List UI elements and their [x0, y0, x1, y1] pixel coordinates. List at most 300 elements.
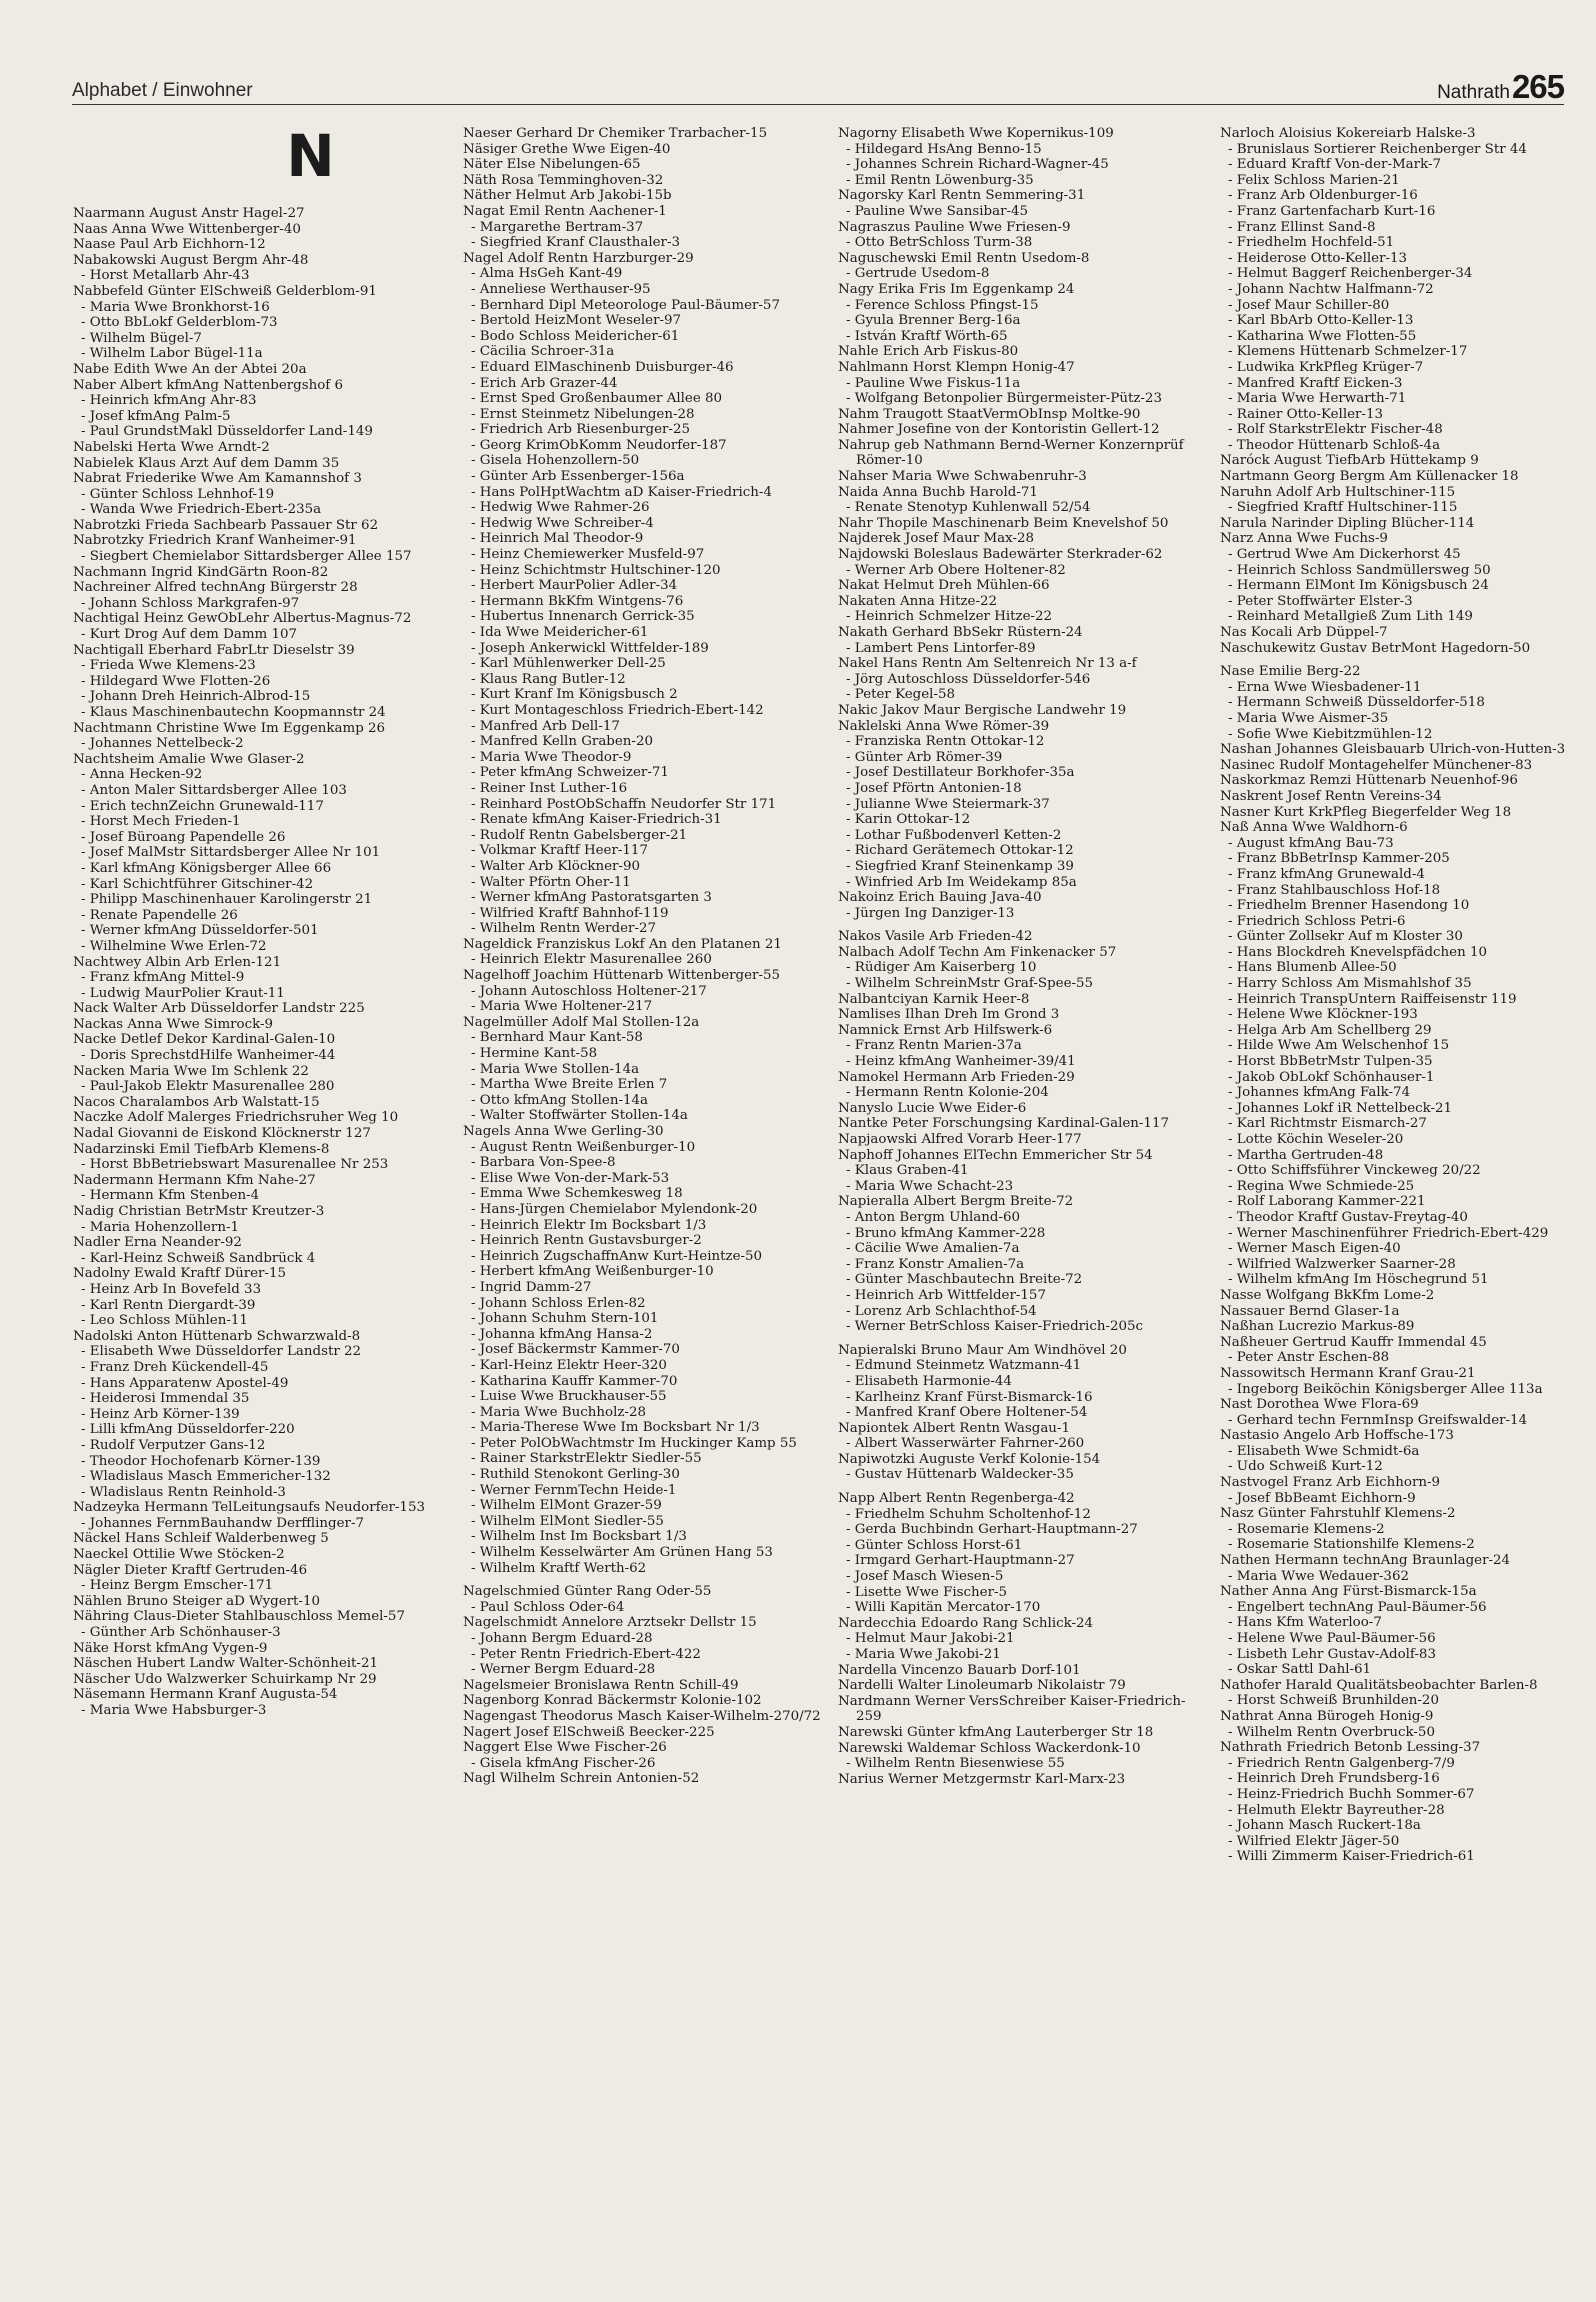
directory-entry: - Willi Kapitän Mercator-170: [846, 1600, 1041, 1616]
directory-entry: Narewski Günter kfmAng Lauterberger Str 18: [838, 1724, 1154, 1740]
directory-entry: - Anton Maler Sittardsberger Allee 103: [81, 782, 347, 798]
directory-entry: - Cäcilia Schroer-31a: [471, 344, 615, 360]
directory-entry: Nählen Bruno Steiger aD Wygert-10: [73, 1593, 320, 1609]
column-3: [838, 126, 1203, 2286]
directory-entry: - Maria Wwe Aismer-35: [1228, 710, 1389, 726]
page-header: [72, 64, 1564, 105]
directory-entry: Nachtigal Heinz GewObLehr Albertus-Magnus-72: [73, 611, 412, 627]
directory-entry: - Johannes Nettelbeck-2: [81, 736, 244, 752]
directory-entry: - Kurt Drog Auf dem Damm 107: [81, 627, 298, 643]
directory-entry: Nagenborg Konrad Bäckermstr Kolonie-102: [463, 1693, 762, 1709]
directory-entry: Nackas Anna Wwe Simrock-9: [73, 1016, 274, 1032]
directory-entry: - Jörg Autoschloss Düsseldorfer-546: [846, 671, 1091, 687]
directory-entry: - Heinrich kfmAng Ahr-83: [81, 393, 257, 409]
directory-entry: - Maria Wwe Buchholz-28: [471, 1404, 646, 1420]
directory-entry: - Josef Destillateur Borkhofer-35a: [846, 765, 1075, 781]
directory-entry: - Franz Konstr Amalien-7a: [846, 1256, 1025, 1272]
directory-entry: - Helga Arb Am Schellberg 29: [1228, 1022, 1432, 1038]
directory-entry: - Wilhelm Bügel-7: [81, 330, 202, 346]
directory-entry: - Werner Maschinenführer Friedrich-Ebert-429: [1228, 1225, 1549, 1241]
directory-entry: Naber Albert kfmAng Nattenbergshof 6: [73, 377, 344, 393]
directory-entry: - Walter Arb Klöckner-90: [471, 858, 640, 874]
directory-entry: Nagorsky Karl Rentn Semmering-31: [838, 188, 1086, 204]
directory-entry: Nachtigall Eberhard FabrLtr Dieselstr 39: [73, 642, 355, 658]
directory-entry: - Friedrich Arb Riesenburger-25: [471, 422, 690, 438]
directory-entry: Näckel Hans Schleif Walderbenweg 5: [73, 1531, 329, 1547]
directory-entry: - Hedwig Wwe Schreiber-4: [471, 515, 654, 531]
directory-entry: - Friedhelm Schuhm Scholtenhof-12: [846, 1506, 1091, 1522]
directory-entry: Naskrent Josef Rentn Vereins-34: [1220, 788, 1442, 804]
directory-entry: Naskorkmaz Remzi Hüttenarb Neuenhof-96: [1220, 773, 1518, 789]
directory-entry: - Franziska Rentn Ottokar-12: [846, 734, 1045, 750]
directory-entry: Naphoff Johannes ElTechn Emmericher Str 54: [838, 1147, 1153, 1163]
directory-entry: - Hermann BkKfm Wintgens-76: [471, 593, 684, 609]
directory-entry: - Karl-Heinz Elektr Heer-320: [471, 1357, 667, 1373]
directory-entry: Nachtwey Albin Arb Erlen-121: [73, 954, 282, 970]
directory-entry: Naßhan Lucrezio Markus-89: [1220, 1319, 1415, 1335]
directory-entry: - Johann Nachtw Halfmann-72: [1228, 281, 1434, 297]
directory-entry: Nanyslo Lucie Wwe Eider-6: [838, 1100, 1027, 1116]
directory-entry: - Hans Blockdreh Knevelspfädchen 10: [1228, 944, 1488, 960]
directory-entry: Naß Anna Wwe Waldhorn-6: [1220, 820, 1408, 836]
directory-entry: Nagelschmied Günter Rang Oder-55: [463, 1584, 712, 1600]
directory-entry: - Rudolf Rentn Gabelsberger-21: [471, 827, 688, 843]
directory-entry: - Reinhard PostObSchaffn Neudorfer Str 171: [471, 796, 777, 812]
directory-entry: - Hermine Kant-58: [471, 1046, 598, 1062]
directory-entry: Nagert Josef ElSchweiß Beecker-225: [463, 1724, 715, 1740]
directory-entry: - Herbert kfmAng Weißenburger-10: [471, 1264, 714, 1280]
directory-entry: - Renate kfmAng Kaiser-Friedrich-31: [471, 812, 722, 828]
directory-entry: - Johannes Schrein Richard-Wagner-45: [846, 157, 1109, 173]
directory-entry: Nastvogel Franz Arb Eichhorn-9: [1220, 1475, 1441, 1491]
directory-entry: Nagl Wilhelm Schrein Antonien-52: [463, 1771, 700, 1787]
directory-entry: - Hans Kfm Waterloo-7: [1228, 1615, 1382, 1631]
directory-entry: - Gisela Hohenzollern-50: [471, 453, 640, 469]
column-4: [1220, 126, 1585, 2286]
directory-entry: - Franz Rentn Marien-37a: [846, 1038, 1022, 1054]
directory-entry: - Elisabeth Wwe Düsseldorfer Landstr 22: [81, 1344, 362, 1360]
directory-entry: Naggert Else Wwe Fischer-26: [463, 1740, 667, 1756]
directory-entry: - Friedhelm Brenner Hasendong 10: [1228, 898, 1470, 914]
directory-entry: Nantke Peter Forschungsing Kardinal-Galen-117: [838, 1116, 1169, 1132]
directory-entry: - Pauline Wwe Sansibar-45: [846, 203, 1029, 219]
directory-entry: Nardecchia Edoardo Rang Schlick-24: [838, 1615, 1094, 1631]
directory-entry: - Friedhelm Hochfeld-51: [1228, 235, 1395, 251]
directory-entry: - Horst Schweiß Brunhilden-20: [1228, 1693, 1439, 1709]
directory-entry: - Karl kfmAng Königsberger Allee 66: [81, 860, 332, 876]
directory-entry: - Brunislaus Sortierer Reichenberger Str 44: [1228, 141, 1527, 157]
directory-entry: - Siegbert Chemielabor Sittardsberger Allee 157: [81, 549, 412, 565]
directory-entry: Narius Werner Metzgermstr Karl-Marx-23: [838, 1771, 1126, 1787]
directory-entry: - Josef Büroang Papendelle 26: [81, 829, 286, 845]
directory-entry: Nabe Edith Wwe An der Abtei 20a: [73, 361, 307, 377]
directory-entry: - Karl Richtmstr Eismarch-27: [1228, 1116, 1427, 1132]
directory-entry: - Werner kfmAng Pastoratsgarten 3: [471, 890, 712, 906]
directory-entry: Najdowski Boleslaus Badewärter Sterkrader-62: [838, 547, 1163, 563]
directory-entry: Namlises Ilhan Dreh Im Grond 3: [838, 1007, 1060, 1023]
directory-entry: Näther Helmut Arb Jakobi-15b: [463, 188, 672, 204]
directory-entry: - Heinrich Schmelzer Hitze-22: [846, 609, 1053, 625]
directory-entry: Näschen Hubert Landw Walter-Schönheit-21: [73, 1656, 378, 1672]
directory-entry: - Wilhelm Rentn Biesenwiese 55: [846, 1756, 1065, 1772]
directory-entry: Nahser Maria Wwe Schwabenruhr-3: [838, 469, 1087, 485]
directory-entry: - Johannes FernmBauhandw Derfflinger-7: [81, 1515, 365, 1531]
directory-entry: - Johann Schuhm Stern-101: [471, 1311, 659, 1327]
page-number: 265: [1511, 68, 1564, 105]
directory-entry: Nagelmüller Adolf Mal Stollen-12a: [463, 1014, 700, 1030]
directory-entry: Nalbantciyan Karnik Heer-8: [838, 991, 1030, 1007]
directory-entry: - Franz kfmAng Grunewald-4: [1228, 866, 1425, 882]
directory-entry: Naeckel Ottilie Wwe Stöcken-2: [73, 1547, 285, 1563]
directory-entry: - Josef MalMstr Sittardsberger Allee Nr 101: [81, 845, 381, 861]
directory-entry: - Heinz Schichtmstr Hultschiner-120: [471, 562, 721, 578]
directory-entry: - Winfried Arb Im Weidekamp 85a: [846, 874, 1077, 890]
directory-entry: Nardella Vincenzo Bauarb Dorf-101: [838, 1662, 1081, 1678]
directory-entry: - Theodor Hochofenarb Körner-139: [81, 1453, 321, 1469]
directory-entry: - August Rentn Weißenburger-10: [471, 1139, 696, 1155]
directory-entry: - Emil Rentn Löwenburg-35: [846, 172, 1034, 188]
directory-entry: - Karl Mühlenwerker Dell-25: [471, 656, 666, 672]
directory-entry: - Maria Wwe Theodor-9: [471, 749, 632, 765]
directory-entry: - Helene Wwe Paul-Bäumer-56: [1228, 1631, 1436, 1646]
directory-entry: - Lambert Pens Lintorfer-89: [846, 640, 1036, 656]
directory-entry: - Eduard ElMaschinenb Duisburger-46: [471, 359, 734, 375]
directory-entry: Naczke Adolf Malerges Friedrichsruher Weg 10: [73, 1110, 399, 1126]
directory-entry: - Franz kfmAng Mittel-9: [81, 970, 245, 986]
directory-entry: - Bernhard Maur Kant-58: [471, 1030, 643, 1046]
directory-entry: - Lisette Wwe Fischer-5: [846, 1584, 1008, 1600]
directory-entry: Narula Narinder Dipling Blücher-114: [1220, 515, 1475, 531]
directory-entry: - Horst BbBetriebswart Masurenallee Nr 253: [81, 1157, 389, 1173]
directory-entry: Nalbach Adolf Techn Am Finkenacker 57: [838, 944, 1117, 960]
directory-entry: - Maria-Therese Wwe Im Bocksbart Nr 1/3: [471, 1420, 760, 1436]
directory-entry: Nageldick Franziskus Lokf An den Platanen 21: [463, 936, 782, 952]
directory-entry: - Julianne Wwe Steiermark-37: [846, 796, 1050, 812]
directory-entry: Nassowitsch Hermann Kranf Grau-21: [1220, 1365, 1476, 1381]
directory-entry: - Josef BbBeamt Eichhorn-9: [1228, 1490, 1416, 1506]
directory-entry: Nassauer Bernd Glaser-1a: [1220, 1303, 1400, 1319]
directory-entry: - Wladislaus Masch Emmericher-132: [81, 1469, 331, 1485]
directory-entry: - Horst BbBetrMstr Tulpen-35: [1228, 1054, 1433, 1070]
directory-entry: Naida Anna Buchb Harold-71: [838, 484, 1038, 500]
directory-entry: Nabrat Friederike Wwe Am Kamannshof 3: [73, 471, 362, 487]
directory-entry: - Willi Zimmerm Kaiser-Friedrich-61: [1228, 1849, 1475, 1865]
directory-entry: Nahr Thopile Maschinenarb Beim Knevelshof 50: [838, 515, 1169, 531]
directory-entry: Nägler Dieter Kraftf Gertruden-46: [73, 1562, 308, 1578]
directory-entry: Najderek Josef Maur Max-28: [838, 531, 1035, 547]
directory-entry: - Reinhard Metallgieß Zum Lith 149: [1228, 609, 1473, 625]
directory-entry: - Karl BbArb Otto-Keller-13: [1228, 313, 1414, 329]
directory-entry: Nadig Christian BetrMstr Kreutzer-3: [73, 1204, 325, 1219]
directory-entry: - Friedrich Rentn Galgenberg-7/9: [1228, 1755, 1455, 1771]
directory-entry: - Friedrich Schloss Petri-6: [1228, 913, 1406, 929]
directory-entry: Naas Anna Wwe Wittenberger-40: [73, 221, 301, 237]
directory-entry: Namokel Hermann Arb Frieden-29: [838, 1069, 1075, 1085]
directory-entry: - Johann Dreh Heinrich-Albrod-15: [81, 689, 311, 705]
directory-entry: - Helmut Baggerf Reichenberger-34: [1228, 266, 1473, 282]
entry-gap: [838, 1335, 1203, 1343]
column-1: [73, 126, 438, 2286]
directory-entry: - Wilfried Elektr Jäger-50: [1228, 1833, 1400, 1849]
directory-entry: - Walter Stoffwärter Stollen-14a: [471, 1108, 688, 1124]
directory-entry: Naßheuer Gertrud Kauffr Immendal 45: [1220, 1334, 1487, 1350]
directory-entry: - Renate Papendelle 26: [81, 907, 238, 923]
directory-entry: - Hans-Jürgen Chemielabor Mylendonk-20: [471, 1201, 758, 1217]
directory-entry: - Günter Schloss Lehnhof-19: [81, 486, 275, 502]
directory-entry: - Peter Stoffwärter Elster-3: [1228, 593, 1413, 609]
directory-entry: - Wilhelm ElMont Grazer-59: [471, 1498, 662, 1514]
directory-entry: - Günther Arb Schönhauser-3: [81, 1625, 281, 1641]
directory-entry: - Wilhelm Inst Im Bocksbart 1/3: [471, 1529, 687, 1545]
directory-entry: - Paul Schloss Oder-64: [471, 1599, 625, 1615]
directory-entry: Nathrat Anna Bürogeh Honig-9: [1220, 1708, 1434, 1724]
directory-entry: Napiwotzki Auguste Verkf Kolonie-154: [838, 1451, 1101, 1467]
directory-entry: - Bodo Schloss Meidericher-61: [471, 328, 680, 344]
directory-entry: Näsiger Grethe Wwe Eigen-40: [463, 141, 671, 157]
directory-entry: - Lothar Fußbodenverl Ketten-2: [846, 827, 1062, 843]
directory-entry: - Harry Schloss Am Mismahlshof 35: [1228, 976, 1472, 992]
directory-entry: - Franz Dreh Kückendell-45: [81, 1359, 269, 1375]
directory-entry: - Wilhelm Labor Bügel-11a: [81, 346, 263, 362]
directory-entry: Nabrotzky Friedrich Kranf Wanheimer-91: [73, 533, 357, 549]
directory-entry: - Klaus Rang Butler-12: [471, 671, 626, 687]
directory-entry: Nasz Günter Fahrstuhlf Klemens-2: [1220, 1506, 1456, 1522]
directory-entry: Nast Dorothea Wwe Flora-69: [1220, 1397, 1419, 1413]
directory-entry: - Irmgard Gerhart-Hauptmann-27: [846, 1553, 1075, 1569]
directory-entry: - Theodor Kraftf Gustav-Freytag-40: [1228, 1209, 1468, 1225]
directory-entry: - Josef kfmAng Palm-5: [81, 408, 231, 424]
directory-entry: - Ludwig MaurPolier Kraut-11: [81, 985, 285, 1001]
directory-entry: - Franz Stahlbauschloss Hof-18: [1228, 882, 1441, 898]
directory-entry: - Lorenz Arb Schlachthof-54: [846, 1303, 1037, 1319]
directory-entry: - Siegfried Kranf Steinenkamp 39: [846, 858, 1074, 874]
directory-entry: - Werner FernmTechn Heide-1: [471, 1482, 677, 1498]
directory-entry: - Wilfried Walzwerker Saarner-28: [1228, 1256, 1456, 1272]
directory-entry: - Bernhard Dipl Meteorologe Paul-Bäumer-57: [471, 297, 780, 313]
directory-entry: - Heiderosi Immendal 35: [81, 1391, 250, 1407]
directory-entry: Nadzeyka Hermann TelLeitungsaufs Neudorfer-153: [73, 1500, 425, 1516]
directory-entry: Nachtmann Christine Wwe Im Eggenkamp 26: [73, 720, 386, 736]
directory-entry: Naschukewitz Gustav BetrMont Hagedorn-50: [1220, 640, 1531, 656]
directory-entry: - Helmut Maur Jakobi-21: [846, 1631, 1015, 1647]
directory-entry: Nathrath Friedrich Betonb Lessing-37: [1220, 1740, 1481, 1756]
directory-entry: - Lotte Köchin Weseler-20: [1228, 1132, 1404, 1147]
directory-entry: - Heinrich Rentn Gustavsburger-2: [471, 1233, 702, 1249]
directory-entry: Narewski Waldemar Schloss Wackerdonk-10: [838, 1740, 1141, 1756]
directory-entry: Nagelschmidt Annelore Arztsekr Dellstr 15: [463, 1615, 757, 1631]
directory-entry: Nabrotzki Frieda Sachbearb Passauer Str 62: [73, 517, 379, 533]
directory-entry: - Hedwig Wwe Rahmer-26: [471, 500, 650, 516]
directory-entry: Nagraszus Pauline Wwe Friesen-9: [838, 219, 1071, 235]
directory-entry: Nasner Kurt KrkPfleg Biegerfelder Weg 18: [1220, 804, 1512, 820]
directory-entry: - Edmund Steinmetz Watzmann-41: [846, 1358, 1082, 1374]
directory-entry: Naase Paul Arb Eichhorn-12: [73, 237, 266, 253]
directory-entry: - Cäcilie Wwe Amalien-7a: [846, 1241, 1020, 1257]
directory-entry: - Wilhelm SchreinMstr Graf-Spee-55: [846, 976, 1094, 992]
directory-entry: Nastasio Angelo Arb Hoffsche-173: [1220, 1428, 1454, 1444]
directory-entry: Narloch Aloisius Kokereiarb Halske-3: [1220, 126, 1476, 141]
directory-entry: Nakel Hans Rentn Am Seltenreich Nr 13 a-f: [838, 656, 1137, 672]
directory-entry: - Günter Arb Essenberger-156a: [471, 469, 685, 485]
directory-entry: Nack Walter Arb Düsseldorfer Landstr 225: [73, 1001, 365, 1017]
directory-entry: Nagy Erika Fris Im Eggenkamp 24: [838, 281, 1075, 297]
directory-entry: - Peter Rentn Friedrich-Ebert-422: [471, 1646, 701, 1662]
directory-entry: Nardelli Walter Linoleumarb Nikolaistr 79: [838, 1678, 1126, 1694]
directory-entry: - Bruno kfmAng Kammer-228: [846, 1225, 1046, 1241]
directory-entry: - Hermann Rentn Kolonie-204: [846, 1085, 1049, 1101]
directory-entry: - Rolf Laborang Kammer-221: [1228, 1194, 1426, 1210]
directory-entry: Nachtsheim Amalie Wwe Glaser-2: [73, 751, 305, 767]
directory-entry: Nacke Detlef Dekor Kardinal-Galen-10: [73, 1032, 336, 1048]
directory-entry: - Franz Ellinst Sand-8: [1228, 219, 1376, 235]
directory-entry: - Maria Wwe Wedauer-362: [1228, 1568, 1409, 1584]
directory-entry: - Wilhelm Rentn Werder-27: [471, 921, 657, 937]
directory-entry: - Ernst Sped Großenbaumer Allee 80: [471, 391, 723, 407]
directory-entry: Nakath Gerhard BbSekr Rüstern-24: [838, 625, 1083, 640]
directory-entry: - Günter Arb Römer-39: [846, 749, 1003, 765]
directory-entry: Nagelsmeier Bronislawa Rentn Schill-49: [463, 1677, 739, 1693]
directory-entry: - Karl Rentn Diergardt-39: [81, 1297, 256, 1313]
directory-entry: - Albert Wasserwärter Fahrner-260: [846, 1436, 1085, 1452]
directory-entry: - Heinz Bergm Emscher-171: [81, 1578, 274, 1594]
directory-entry: - Elisabeth Harmonie-44: [846, 1373, 1012, 1389]
directory-entry: - Maria Hohenzollern-1: [81, 1219, 239, 1235]
directory-entry: Nabielek Klaus Arzt Auf dem Damm 35: [73, 455, 340, 471]
directory-entry: - Klaus Maschinenbautechn Koopmannstr 24: [81, 705, 386, 720]
directory-entry: - Heinrich Dreh Frundsberg-16: [1228, 1771, 1440, 1787]
directory-entry: - Otto Schiffsführer Vinckeweg 20/22: [1228, 1163, 1481, 1179]
directory-entry: - Doris SprechstdHilfe Wanheimer-44: [81, 1048, 336, 1064]
directory-entry: - Rosemarie Stationshilfe Klemens-2: [1228, 1537, 1475, 1553]
directory-entry: Nahlmann Horst Klempn Honig-47: [838, 359, 1075, 375]
directory-entry: Naeser Gerhard Dr Chemiker Trarbacher-15: [463, 126, 768, 141]
directory-entry: - Josef Bäckermstr Kammer-70: [471, 1342, 680, 1358]
directory-entry: - Martha Gertruden-48: [1228, 1147, 1384, 1163]
directory-entry: Näter Else Nibelungen-65: [463, 157, 641, 173]
section-letter: N: [286, 126, 335, 190]
directory-entry: - Engelbert technAng Paul-Bäumer-56: [1228, 1599, 1487, 1615]
directory-entry: - Alma HsGeh Kant-49: [471, 266, 623, 282]
directory-entry: - Hubertus Innenarch Gerrick-35: [471, 609, 695, 625]
directory-entry: Nas Kocali Arb Düppel-7: [1220, 625, 1388, 640]
directory-entry: - Hermann Kfm Stenben-4: [81, 1188, 260, 1204]
directory-entry: - Werner Masch Eigen-40: [1228, 1241, 1401, 1257]
directory-entry: - Franz BbBetrInsp Kammer-205: [1228, 851, 1450, 867]
directory-entry: - Horst Mech Frieden-1: [81, 814, 241, 830]
directory-entry: - Paul-Jakob Elektr Masurenallee 280: [81, 1079, 335, 1095]
directory-entry: - Franz Gartenfacharb Kurt-16: [1228, 203, 1436, 219]
directory-entry: Nasinec Rudolf Montagehelfer Münchener-83: [1220, 757, 1533, 773]
directory-entry: - Anna Hecken-92: [81, 767, 203, 783]
directory-entry: - Rainer StarkstrElektr Siedler-55: [471, 1451, 702, 1467]
directory-entry: - Hans PolHptWachtm aD Kaiser-Friedrich-4: [471, 484, 772, 500]
directory-entry: Namnick Ernst Arb Hilfswerk-6: [838, 1022, 1053, 1038]
running-head-word: Nathrath: [1437, 82, 1510, 103]
directory-entry: - Karlheinz Kranf Fürst-Bismarck-16: [846, 1389, 1093, 1405]
directory-entry: Nahmer Josefine von der Kontoristin Gellert-12: [838, 422, 1160, 438]
directory-entry: - Rosemarie Klemens-2: [1228, 1521, 1385, 1537]
directory-entry: - Horst Metallarb Ahr-43: [81, 268, 250, 284]
directory-entry: - Heinrich TranspUntern Raiffeisenstr 119: [1228, 991, 1517, 1007]
directory-entry: - Reiner Inst Luther-16: [471, 780, 628, 796]
directory-entry: - Heinrich ZugschaffnAnw Kurt-Heintze-50: [471, 1248, 763, 1264]
directory-entry: - Herbert MaurPolier Adler-34: [471, 578, 678, 594]
directory-entry: Napiontek Albert Rentn Wasgau-1: [838, 1420, 1070, 1436]
directory-entry: - Renate Stenotyp Kuhlenwall 52/54: [846, 500, 1091, 516]
directory-entry: - Werner kfmAng Düsseldorfer-501: [81, 923, 319, 939]
directory-entry: - Peter Kegel-58: [846, 687, 955, 703]
directory-entry: - Wanda Wwe Friedrich-Ebert-235a: [81, 502, 322, 518]
directory-entry: - Peter PolObWachtmstr Im Huckinger Kamp 55: [471, 1435, 797, 1451]
directory-entry: - Ingeborg Beiköchin Königsberger Allee 113a: [1228, 1381, 1543, 1397]
directory-entry: - Karl-Heinz Schweiß Sandbrück 4: [81, 1250, 316, 1266]
entry-gap: [838, 1483, 1203, 1491]
directory-entry: - Klaus Graben-41: [846, 1163, 969, 1179]
directory-entry: - Frieda Wwe Klemens-23: [81, 658, 256, 674]
directory-entry: - Manfred Arb Dell-17: [471, 718, 620, 734]
directory-entry: - Heinrich Schloss Sandmüllersweg 50: [1228, 562, 1491, 578]
directory-entry: - Richard Gerätemech Ottokar-12: [846, 843, 1074, 859]
directory-entry: - Johann Schloss Erlen-82: [471, 1295, 646, 1311]
directory-entry: - Barbara Von-Spee-8: [471, 1155, 616, 1171]
directory-entry: Näsemann Hermann Kranf Augusta-54: [73, 1687, 338, 1703]
directory-entry: Nagelhoff Joachim Hüttenarb Wittenberger-55: [463, 968, 781, 984]
directory-entry: Näth Rosa Temminghoven-32: [463, 172, 664, 188]
directory-entry: - Johanna kfmAng Hansa-2: [471, 1326, 653, 1342]
directory-entry: Nathofer Harald Qualitätsbeobachter Barlen-8: [1220, 1677, 1538, 1693]
directory-entry: Nagengast Theodorus Masch Kaiser-Wilhelm-270/72: [463, 1708, 821, 1724]
directory-entry: Nadarzinski Emil TiefbArb Klemens-8: [73, 1141, 330, 1157]
directory-entry: Nacos Charalambos Arb Walstatt-15: [73, 1094, 320, 1110]
directory-entry: - Heinz Chemiewerker Musfeld-97: [471, 547, 705, 563]
directory-entry: Napieralski Bruno Maur Am Windhövel 20: [838, 1342, 1127, 1358]
directory-entry: - Peter Anstr Eschen-88: [1228, 1350, 1390, 1366]
directory-entry: - Udo Schweiß Kurt-12: [1228, 1459, 1383, 1475]
directory-entry: Naguschewski Emil Rentn Usedom-8: [838, 250, 1090, 266]
directory-entry: - Katharina Kauffr Kammer-70: [471, 1373, 678, 1389]
directory-entry: Nahle Erich Arb Fiskus-80: [838, 344, 1019, 360]
directory-entry: - Hilde Wwe Am Welschenhof 15: [1228, 1038, 1450, 1054]
directory-entry: - Katharina Wwe Flotten-55: [1228, 328, 1417, 344]
directory-entry: - Manfred Kelln Graben-20: [471, 734, 653, 750]
directory-entry: - Manfred Kraftf Eicken-3: [1228, 375, 1403, 391]
directory-entry: - Gertrude Usedom-8: [846, 266, 990, 282]
directory-entry: - Helmuth Elektr Bayreuther-28: [1228, 1802, 1445, 1818]
directory-entry: - Johannes kfmAng Falk-74: [1228, 1085, 1411, 1101]
directory-entry: - Martha Wwe Breite Erlen 7: [471, 1077, 668, 1093]
directory-entry: - Bertold HeizMont Weseler-97: [471, 313, 682, 329]
directory-entry: - Otto kfmAng Stollen-14a: [471, 1092, 649, 1108]
directory-entry: Nakos Vasile Arb Frieden-42: [838, 929, 1033, 945]
directory-entry: - Ida Wwe Meidericher-61: [471, 625, 649, 640]
directory-entry: Naarmann August Anstr Hagel-27: [73, 206, 305, 221]
directory-entry: Narz Anna Wwe Fuchs-9: [1220, 531, 1388, 547]
directory-entry: - Georg KrimObKomm Neudorfer-187: [471, 437, 727, 453]
directory-entry: Näke Horst kfmAng Vygen-9: [73, 1640, 268, 1656]
directory-entry: - Rudolf Verputzer Gans-12: [81, 1437, 266, 1453]
directory-entry: - Lisbeth Lehr Gustav-Adolf-83: [1228, 1646, 1436, 1662]
directory-entry: Nathen Hermann technAng Braunlager-24: [1220, 1553, 1511, 1569]
directory-entry: Nahrup geb Nathmann Bernd-Werner Konzernprüf Römer-10: [838, 437, 1184, 469]
directory-entry: Nagels Anna Wwe Gerling-30: [463, 1124, 664, 1139]
directory-entry: Nashan Johannes Gleisbauarb Ulrich-von-Hutten-3: [1220, 742, 1566, 758]
directory-entry: - Heiderose Otto-Keller-13: [1228, 250, 1408, 266]
directory-entry: Nadolny Ewald Kraftf Dürer-15: [73, 1266, 286, 1282]
directory-entry: - István Kraftf Wörth-65: [846, 328, 1008, 344]
directory-entry: - Anneliese Werthauser-95: [471, 281, 651, 297]
directory-entry: - Hildegard Wwe Flotten-26: [81, 673, 271, 689]
entry-gap: [1220, 656, 1585, 664]
